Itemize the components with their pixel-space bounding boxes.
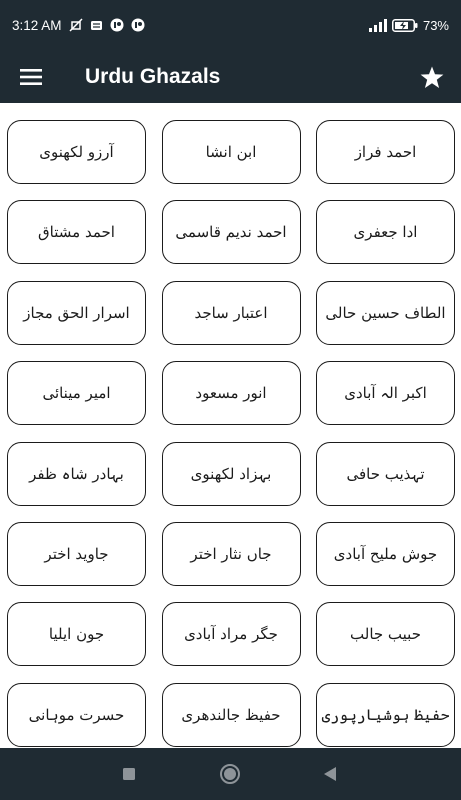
nav-bar — [0, 748, 461, 800]
battery-percent: 73% — [422, 17, 449, 33]
star-icon — [420, 66, 444, 89]
favorites-button[interactable] — [415, 60, 449, 94]
poet-card-label: اسرار الحق مجاز — [23, 303, 130, 322]
poet-card[interactable] — [316, 683, 455, 747]
recents-button[interactable] — [117, 762, 141, 786]
poet-card[interactable] — [316, 442, 455, 506]
poet-card[interactable] — [316, 361, 455, 425]
poet-card-label: حبیب جالب — [350, 625, 421, 644]
poet-card[interactable] — [7, 361, 146, 425]
poet-card-label: حسرت موہانی — [28, 705, 125, 724]
poet-card[interactable] — [7, 522, 146, 586]
poet-card-label: ابن انشا — [205, 143, 257, 161]
poet-card[interactable] — [316, 120, 455, 184]
poet-card[interactable] — [316, 522, 455, 586]
poet-card-label: احمد ندیم قاسمی — [175, 223, 287, 242]
menu-button[interactable] — [0, 50, 62, 103]
app-icon-1 — [110, 18, 124, 32]
battery-icon — [392, 19, 418, 32]
notification-icon — [90, 19, 103, 32]
poet-card-label: جگر مراد آبادی — [184, 625, 278, 644]
poet-card-label: حفیظ جالندھری — [181, 705, 281, 724]
poet-card[interactable] — [316, 602, 455, 666]
poet-card[interactable] — [316, 281, 455, 345]
status-time: 3:12 AM — [12, 17, 62, 33]
app-bar — [0, 50, 461, 103]
poet-card-label: جون ایلیا — [48, 625, 105, 644]
signal-icon — [369, 19, 387, 32]
poet-card-label: احمد فراز — [354, 143, 417, 161]
status-bar — [0, 0, 461, 50]
poet-card-label: ادا جعفری — [353, 223, 418, 242]
back-icon — [322, 766, 338, 782]
status-right — [369, 18, 449, 33]
app-icon-2 — [131, 18, 145, 32]
poet-card[interactable] — [7, 442, 146, 506]
poet-card[interactable] — [162, 120, 301, 184]
poet-card-label: امیر مینائی — [42, 384, 111, 403]
poet-card-label: اکبر الہ آبادی — [344, 384, 427, 403]
poet-grid — [0, 103, 461, 748]
poet-card[interactable] — [162, 522, 301, 586]
poet-card[interactable] — [162, 281, 301, 345]
poet-card-label: آرزو لکھنوی — [39, 143, 114, 161]
menu-icon — [19, 68, 43, 86]
poet-card-label: تہذیب حافی — [346, 464, 425, 483]
poet-card-label: احمد مشتاق — [38, 223, 115, 242]
poet-card[interactable] — [162, 200, 301, 264]
poet-card[interactable] — [316, 200, 455, 264]
poet-card[interactable] — [7, 281, 146, 345]
poet-card-label: بہزاد لکھنوی — [190, 464, 272, 483]
poet-card[interactable] — [162, 683, 301, 747]
poet-card-label: الطاف حسین حالی — [325, 303, 446, 322]
sync-off-icon — [69, 18, 83, 32]
poet-card[interactable] — [162, 442, 301, 506]
poet-card-label: بہادر شاہ ظفر — [29, 464, 124, 483]
poet-card[interactable] — [162, 602, 301, 666]
poet-card-label: انور مسعود — [195, 384, 267, 403]
poet-card-label: اعتبار ساجد — [194, 303, 268, 322]
poet-card-label: جاوید اختر — [44, 544, 109, 563]
poet-card-label: حفیظ ہوشیارپوری — [321, 705, 450, 724]
recents-icon — [122, 767, 136, 781]
poet-card[interactable] — [7, 683, 146, 747]
home-button[interactable] — [218, 762, 242, 786]
home-icon — [219, 763, 241, 785]
poet-card-label: جاں نثار اختر — [190, 544, 272, 563]
app-title: Urdu Ghazals — [85, 65, 221, 88]
poet-card[interactable] — [7, 602, 146, 666]
status-left — [12, 18, 145, 33]
poet-card[interactable] — [7, 120, 146, 184]
poet-card-label: جوش ملیح آبادی — [333, 544, 438, 563]
poet-card[interactable] — [7, 200, 146, 264]
back-button[interactable] — [318, 762, 342, 786]
poet-card[interactable] — [162, 361, 301, 425]
